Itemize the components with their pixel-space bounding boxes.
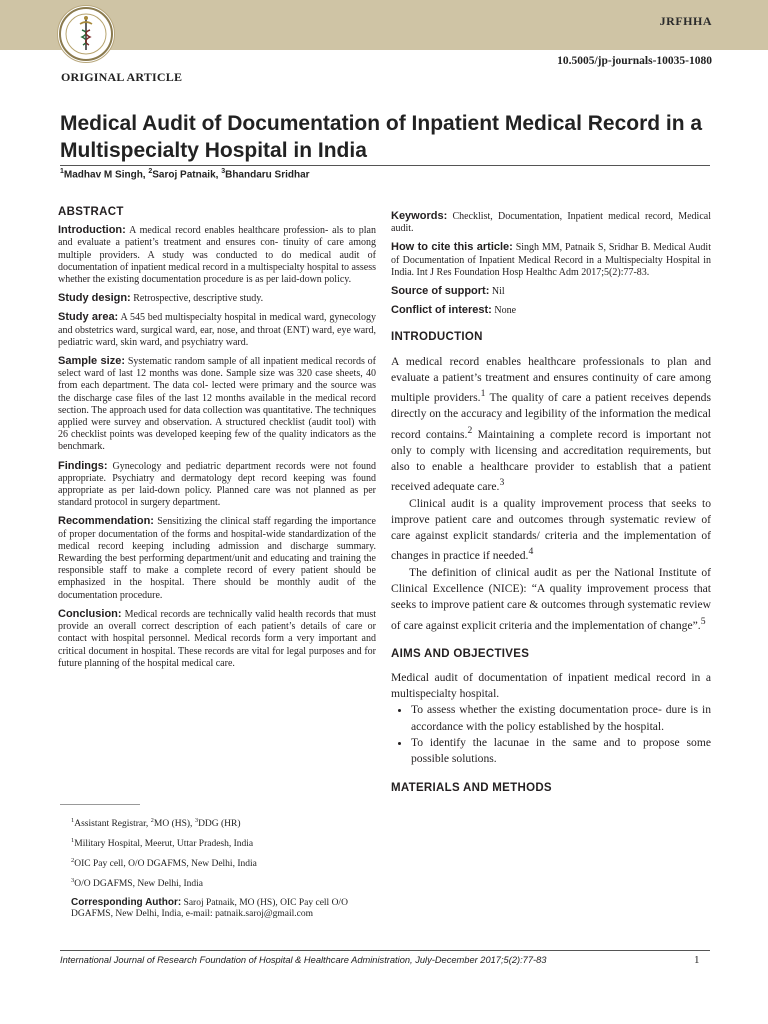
cite-label: How to cite this article: (391, 241, 513, 254)
source-of-support (391, 285, 711, 298)
abstract-label: Study design: (58, 292, 131, 305)
corresponding-author (71, 897, 376, 919)
author-sup: 1 (60, 168, 64, 175)
introduction-paragraph (391, 496, 711, 565)
corresponding-text: Saroj Patnaik, MO (HS), OIC Pay cell O/O DGAFMS, New Delhi, India, e-mail: patnaik.saroj@gmail.com (71, 898, 348, 919)
affiliation-divider (60, 804, 140, 805)
article-title: Medical Audit of Documentation of Inpatient Medical Record in a Multispecialty Hospital in India (60, 112, 703, 162)
abstract-text: A medical record enables healthcare profession- als to plan and evaluate a patient’s treatment and ensures con- tinuity of care among multiple providers. A study was conducted to do medical audit of documentation of inpatient medical record in a multispecialty hospital to assess whether the existing documentation procedure is as per laid-down policy. (58, 225, 376, 286)
keywords (391, 210, 711, 235)
author-sup: 3 (221, 168, 226, 175)
author-name: Bhandaru Sridhar (225, 169, 310, 181)
conflict-of-interest (391, 304, 711, 317)
footer-divider (60, 950, 710, 951)
abstract-text: Retrospective, descriptive study. (130, 293, 264, 305)
intro-text: The definition of clinical audit as per the National Institute of Clinical Excellence (NICE): “A quality improvement process that seeks to improve patient care & outcomes through systematic review of care against explicit criteria and the implementation of change”. (391, 565, 711, 632)
aims-list (391, 702, 711, 767)
affiliation-line (71, 877, 371, 889)
affiliation-sup: 1 (71, 837, 75, 844)
abstract-label: Introduction: (58, 224, 126, 237)
author-list (60, 168, 310, 180)
abstract-study-design (58, 292, 376, 305)
author-sup: 2 (148, 168, 153, 175)
keywords-label: Keywords: (391, 210, 448, 222)
abstract-label: Sample size: (58, 355, 125, 368)
list-item: • To identify the lacunae in the same and to propose some possible solutions. (411, 735, 711, 768)
abstract-text: Gynecology and pediatric department records were not found appropriate. Psychiatry and dermatology dept record keeping was found appropriate as per laid-down policy. Planned care was not planned as per standard protocol in surgery department. (58, 460, 376, 509)
affiliation-sup: 3 (71, 877, 75, 884)
abstract-text: A 545 bed multispecialty hospital in medical ward, gynecology and obstetrics ward, surgical ward, ear, nose, and throat (ENT) ward, eye ward, pediatric ward, skin ward, and psychiatry ward. (58, 312, 376, 348)
affiliation-line (71, 857, 371, 869)
list-item: • To assess whether the existing documentation proce- dure is in accordance with the policy established by the hospital. (411, 702, 711, 735)
abstract-label: Findings: (58, 459, 108, 472)
abstract-column (58, 200, 376, 676)
footer-citation: International Journal of Research Foundation of Hospital & Healthcare Administration, July-December 2017;5(2):77-83 (60, 955, 547, 965)
abstract-label: Conclusion: (58, 607, 122, 620)
how-to-cite (391, 241, 711, 279)
aims-intro: Medical audit of documentation of inpatient medical record in a multispecialty hospital. (391, 670, 711, 701)
affiliation-line (71, 837, 371, 849)
journal-abbreviation: JRFHHA (659, 14, 712, 28)
support-label: Source of support: (391, 285, 490, 298)
aims-heading: AIMS AND OBJECTIVES (391, 647, 530, 660)
abstract-study-area (58, 311, 376, 349)
citation-ref: 5 (700, 615, 706, 627)
title-divider (60, 165, 710, 166)
abstract-label: Recommendation: (58, 515, 154, 528)
affiliation-sup: 1 (71, 817, 75, 824)
body-column (391, 200, 711, 804)
affiliation-text: Military Hospital, Meerut, Uttar Pradesh, India (74, 839, 254, 850)
abstract-text: Systematic random sample of all inpatient medical records of select ward of last 12 months was done. Sample size was 320 case sheets, 40 from each department. The data col- lected were primary and the source was the discharge case files of the last 12 months available in the medical record section. The approach used for data collection was quantitative. The techniques applied were survey and observation. A structured checklist (audit tool) with 26 checklist points was developed keeping few of the quality indicators as the benchmark. (58, 356, 377, 453)
affiliation-sup: 2 (150, 817, 154, 824)
introduction-paragraph (391, 565, 711, 634)
abstract-label: Study area: (58, 311, 119, 324)
citation-ref: 1 (480, 388, 486, 400)
abstract-text: Medical records are technically valid health records that must provide an overall correct description of each patient’s details of care or contact with hospital personnel. Medical records form a very important and critical document in hospital. These records are vital for legal purposes and for future planning of the hospital medical care. (58, 608, 376, 669)
article-type: ORIGINAL ARTICLE (61, 70, 183, 84)
author-name: Madhav M Singh, (63, 169, 149, 181)
affiliation-sup: 3 (194, 817, 199, 824)
affiliation-text: O/O DGAFMS, New Delhi, India (74, 879, 204, 890)
affiliation-text: DDG (HR) (198, 819, 241, 830)
abstract-sample-size (58, 355, 376, 454)
abstract-conclusion (58, 608, 376, 670)
doi: 10.5005/jp-journals-10035-1080 (557, 55, 712, 67)
abstract-heading: ABSTRACT (58, 206, 124, 218)
author-name: Saroj Patnaik, (152, 169, 222, 181)
citation-ref: 3 (499, 477, 505, 489)
keywords-text: Checklist, Documentation, Inpatient medical record, Medical audit. (391, 211, 711, 235)
affiliation-text: OIC Pay cell, O/O DGAFMS, New Delhi, India (74, 859, 257, 870)
affiliation-sup: 2 (71, 857, 75, 864)
intro-text: A medical record enables healthcare professionals to plan and evaluate a patient’s treatment and ensures continuity of care among multiple providers. (391, 354, 711, 405)
conflict-text: None (491, 305, 517, 317)
support-text: Nil (489, 286, 505, 298)
cite-text: Singh MM, Patnaik S, Sridhar B. Medical Audit of Documentation of Inpatient Medical Record in a Multispecialty Hospital in India. Int J Res Foundation Hosp Healthc Adm 2017;5(2):77-83. (391, 242, 711, 278)
affiliation-line (71, 817, 371, 829)
conflict-label: Conflict of interest: (391, 304, 492, 317)
methods-heading: MATERIALS AND METHODS (391, 781, 552, 794)
introduction-paragraph (391, 354, 711, 496)
corresponding-label: Corresponding Author: (71, 897, 182, 908)
intro-text: Clinical audit is a quality improvement process that seeks to improve patient care and outcomes through systematic review of care against explicit standards/ criteria and the implementation of changes in practice if needed. (391, 496, 711, 563)
page-number: 1 (694, 954, 700, 966)
abstract-text: Sensitizing the clinical staff regarding the importance of proper documentation of the forms and hospital-wide standardization of the medical record keeping including admission and discharge summary. Rewarding the best performing department/unit and educating and training the responsible staff to make a complete record of every patient should be emphasized in the hospital. There should be monthly audit of the documentation procedure. (58, 516, 376, 601)
abstract-recommendation (58, 515, 376, 601)
caduceus-emblem-icon (58, 6, 114, 62)
citation-ref: 2 (467, 424, 473, 436)
abstract-introduction (58, 224, 376, 286)
introduction-heading: INTRODUCTION (391, 331, 483, 344)
header-band (0, 0, 768, 50)
journal-logo (57, 5, 115, 63)
citation-ref: 4 (528, 546, 534, 558)
affiliation-text: MO (HS), (153, 819, 195, 830)
intro-text: Maintaining a complete record is important not only to comply with licensing and accreditation requirements, but also to enable a healthcare provider to establish that a patient received adequate care. (391, 427, 711, 494)
affiliation-text: Assistant Registrar, (74, 819, 151, 830)
intro-text: The quality of care a patient receives depends directly on the accuracy and legibility of the information the medical record contains. (391, 391, 711, 441)
abstract-findings (58, 460, 376, 510)
